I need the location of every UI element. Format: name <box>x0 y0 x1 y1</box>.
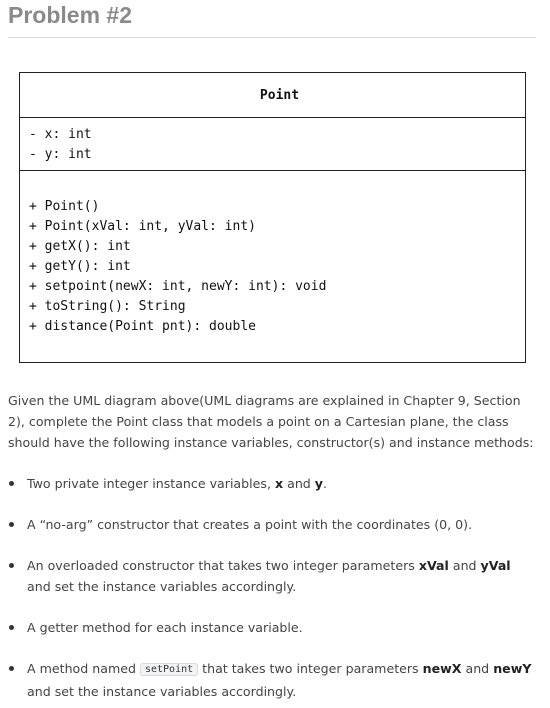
uml-method: + setpoint(newX: int, newY: int): void <box>29 279 327 294</box>
uml-methods <box>20 171 525 337</box>
item-text: and <box>448 558 481 573</box>
uml-method: + Point() <box>29 199 100 214</box>
uml-method: + getX(): int <box>29 239 131 254</box>
item-text: . <box>323 476 328 491</box>
item-text: and set the instance variables accordingly. <box>27 579 297 594</box>
uml-method: + distance(Point pnt): double <box>29 319 256 334</box>
var-y: y <box>314 476 324 491</box>
uml-attribute: - y: int <box>29 147 92 162</box>
uml-method: + getY(): int <box>29 259 131 274</box>
list-item <box>8 555 538 597</box>
list-item <box>8 617 538 638</box>
uml-attribute: - x: int <box>29 127 92 142</box>
param-newx: newX <box>422 661 462 676</box>
item-text: and <box>283 476 315 491</box>
uml-attributes <box>20 118 525 171</box>
item-text: and set the instance variables accordingly. <box>27 684 297 699</box>
item-text: An overloaded constructor that takes two integer parameters <box>27 558 419 573</box>
item-text: A method named <box>27 661 140 676</box>
title-divider <box>8 37 536 38</box>
item-text: that takes two integer parameters <box>198 661 423 676</box>
item-text: and <box>461 661 494 676</box>
list-item <box>8 658 538 702</box>
list-item <box>8 473 538 494</box>
param-yval: yVal <box>480 558 511 573</box>
uml-class-name: Point <box>20 73 525 118</box>
item-text: A getter method for each instance variable. <box>27 620 303 635</box>
item-text: A “no-arg” constructor that creates a point with the coordinates (0, 0). <box>27 517 473 532</box>
uml-method: + Point(xVal: int, yVal: int) <box>29 219 256 234</box>
page-title: Problem #2 <box>8 2 132 28</box>
list-item <box>8 514 538 535</box>
intro-paragraph: Given the UML diagram above(UML diagrams are explained in Chapter 9, Section 2), complete the Point class that models a point on a Cartesian plane, the class should have the following instance variables, constructor(s) and instance methods: <box>8 393 534 450</box>
uml-method: + toString(): String <box>29 299 186 314</box>
inline-code: setPoint <box>140 663 198 676</box>
uml-class-diagram <box>19 72 526 363</box>
var-x: x <box>274 476 284 491</box>
param-newy: newY <box>493 661 532 676</box>
requirements-list <box>8 473 538 708</box>
param-xval: xVal <box>418 558 449 573</box>
item-text: Two private integer instance variables, <box>27 476 275 491</box>
